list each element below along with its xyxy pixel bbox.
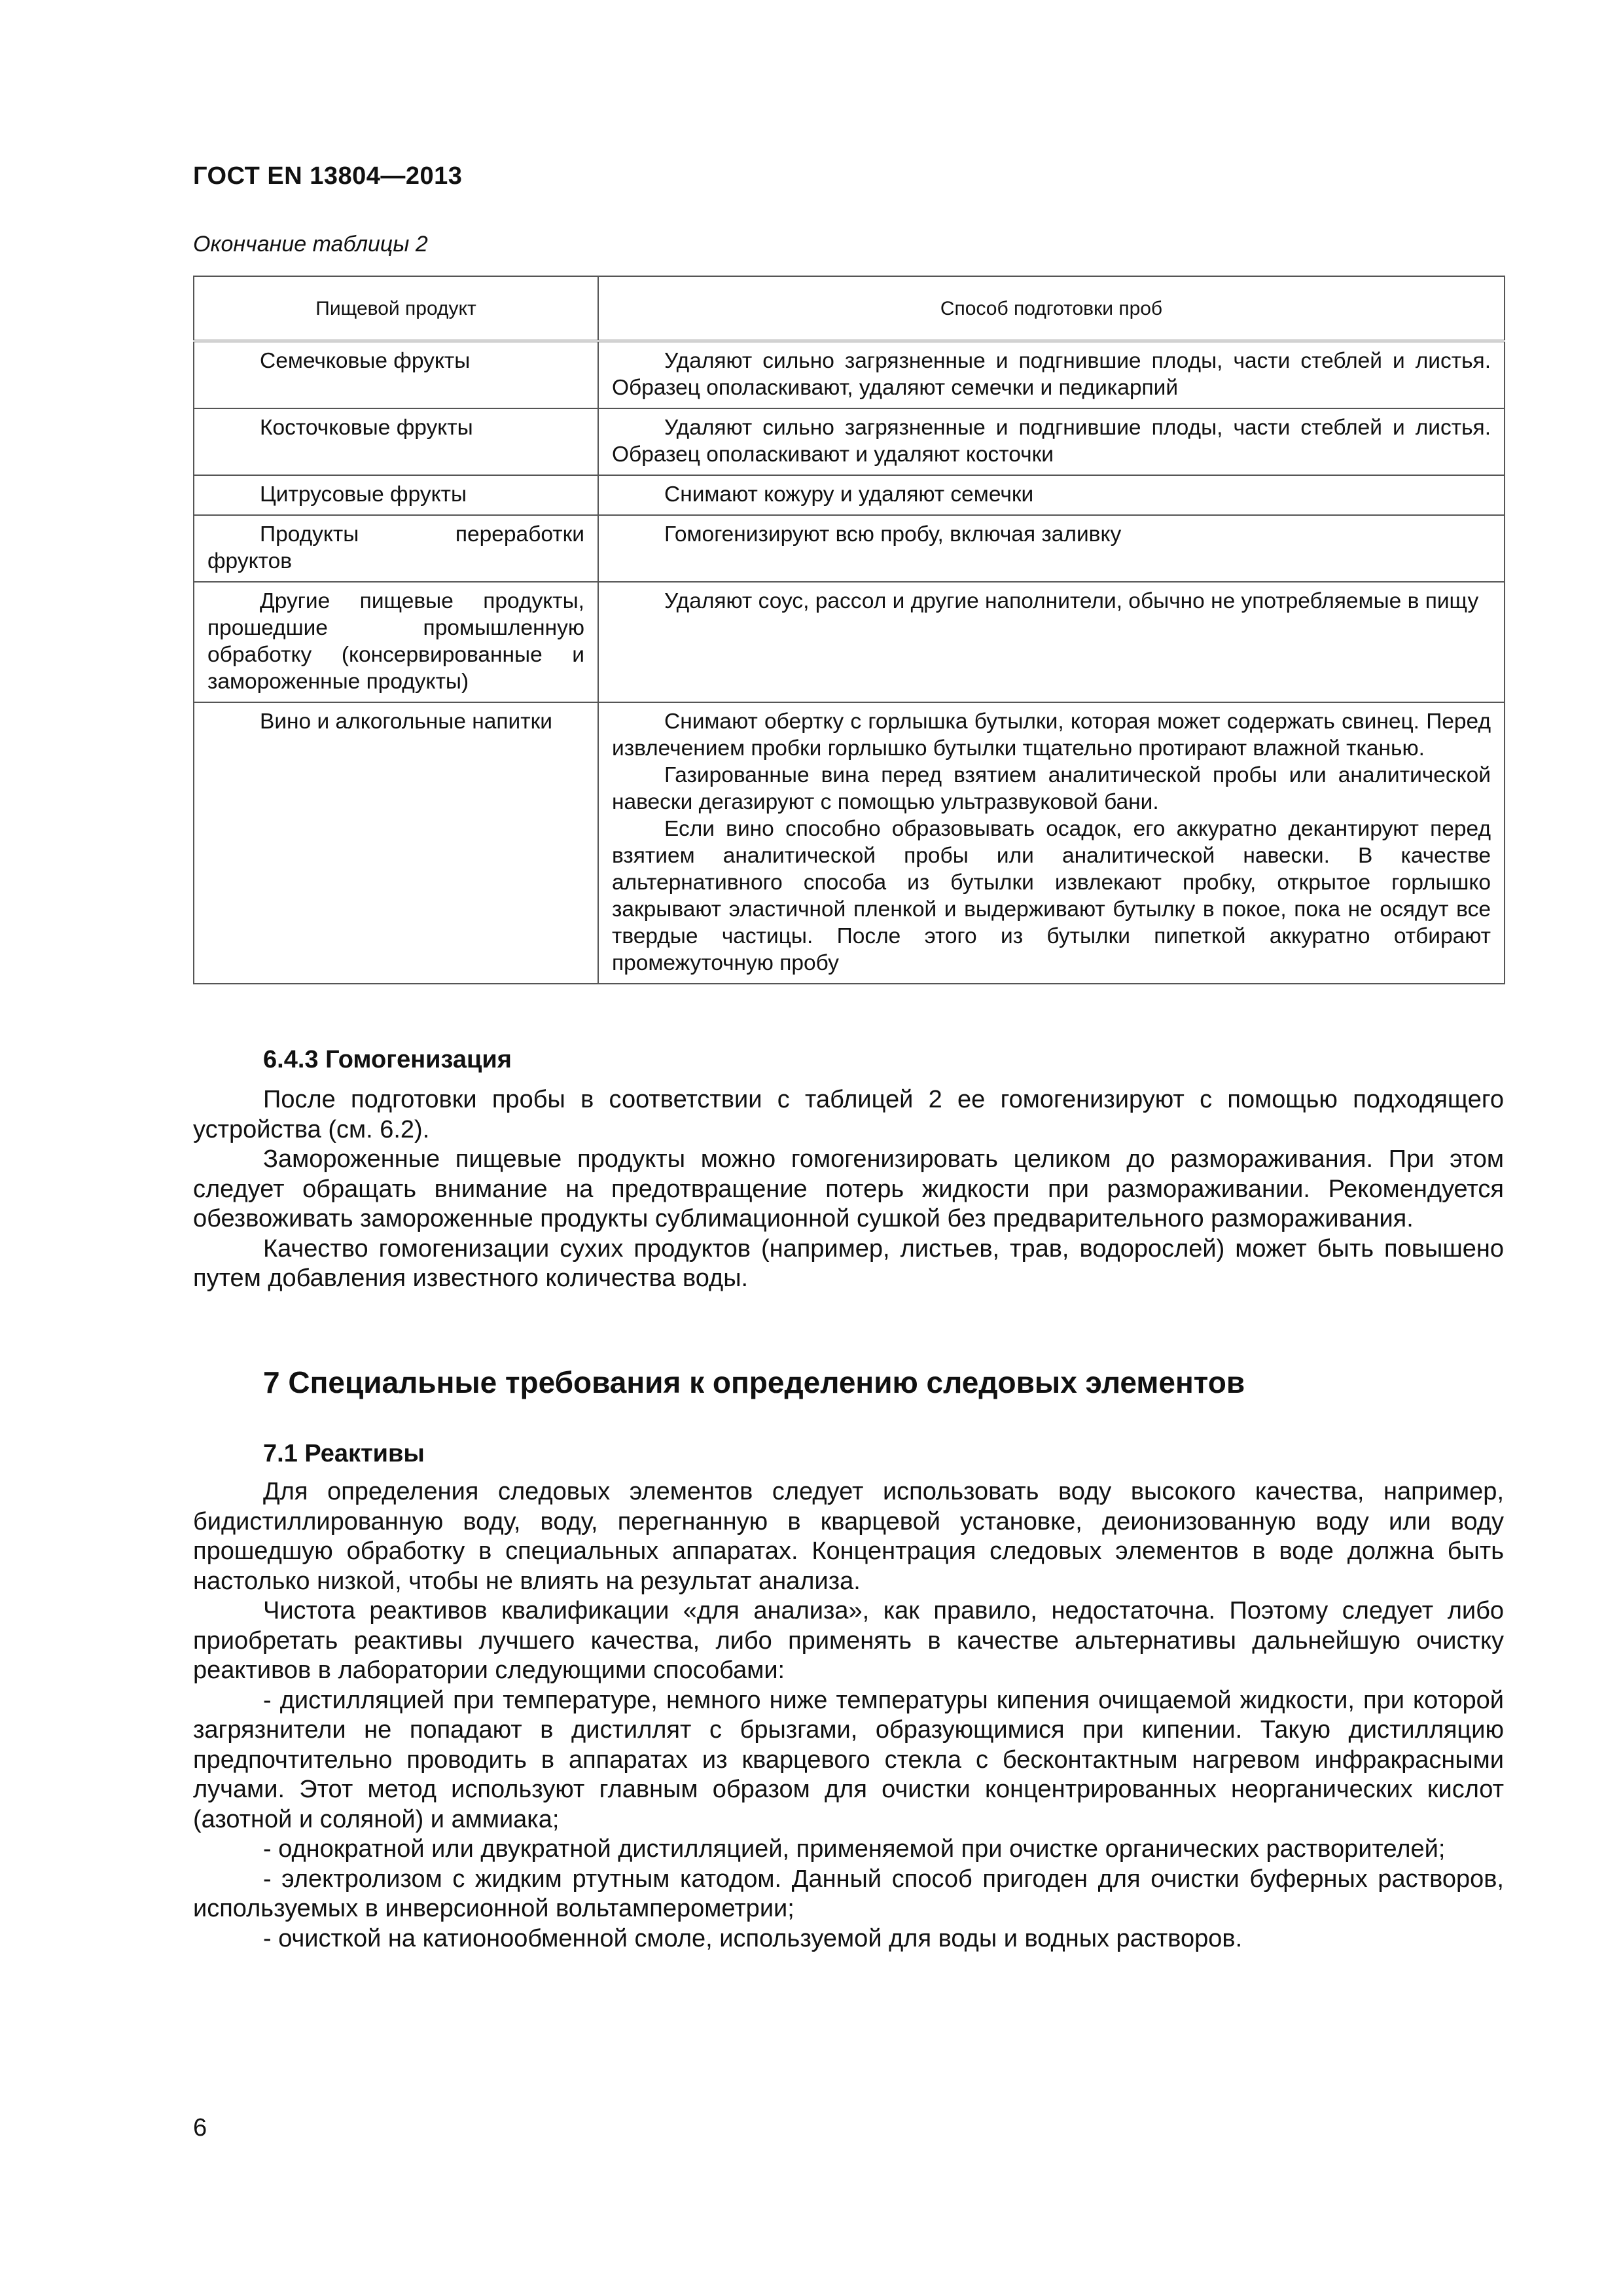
list-item: - очисткой на катионообменной смоле, используемой для воды и водных растворов.	[263, 1924, 1243, 1952]
method-cell	[598, 475, 1505, 515]
method-text: Если вино способно образовывать осадок, его аккуратно декантируют перед взятием аналитической пробы или аналитической навески. В качестве альтернативного способа из бутылки извлекают пробку, открытое горлышко закрывают эластичной пленкой и выдерживают бутылку в покое, пока не осядут все твердые частицы. После этого из бутылки пипеткой аккуратно отбирают промежуточную пробу	[612, 817, 1491, 975]
table-row	[194, 582, 1505, 702]
paragraph: Замороженные пищевые продукты можно гомогенизировать целиком до размораживания. При этом следует обращать внимание на предотвращение потерь жидкости при размораживании. Рекомендуется обезвоживать замороженные продукты сублимационной сушкой без предварительного размораживания.	[193, 1145, 1504, 1232]
product-name: Семечковые фрукты	[260, 349, 471, 373]
list-item: - электролизом с жидким ртутным катодом. Данный способ пригоден для очистки буферных растворов, используемых в инверсионной вольтамперометрии;	[193, 1865, 1504, 1922]
product-name: Другие пищевые продукты, прошедшие промышленную обработку (консервированные и замороженные продукты)	[207, 589, 584, 694]
list-item: - дистилляцией при температуре, немного ниже температуры кипения очищаемой жидкости, при которой загрязнители не попадают в дистиллят с брызгами, образующимися при кипении. Такую дистилляцию предпочтительно проводить в аппаратах из кварцевого стекла с бесконтактным нагревом инфракрасными лучами. Этот метод используют главным образом для очистки концентрированных неорганических кислот (азотной и соляной) и аммиака;	[193, 1686, 1504, 1833]
method-text: Удаляют сильно загрязненные и подгнившие плоды, части стеблей и листья. Образец ополаскивают и удаляют косточки	[612, 416, 1491, 467]
method-text: Газированные вина перед взятием аналитической пробы или аналитической навески дегазируют с помощью ультразвуковой бани.	[612, 763, 1491, 814]
product-cell	[194, 408, 598, 475]
table-row	[194, 341, 1505, 408]
method-text: Удаляют соус, рассол и другие наполнители, обычно не употребляемые в пищу	[664, 589, 1479, 613]
section-heading-6-4-3: 6.4.3 Гомогенизация	[263, 1046, 512, 1073]
method-cell	[598, 582, 1505, 702]
product-name: Цитрусовые фрукты	[260, 482, 467, 507]
method-cell	[598, 341, 1505, 408]
product-cell	[194, 515, 598, 582]
section-heading-7-1: 7.1 Реактивы	[263, 1440, 425, 1467]
column-header-product: Пищевой продукт	[194, 276, 598, 341]
method-text: Снимают обертку с горлышка бутылки, которая может содержать свинец. Перед извлечением пробки горлышко бутылки тщательно протирают влажной тканью.	[612, 709, 1491, 761]
paragraph: Для определения следовых элементов следует использовать воду высокого качества, например, бидистиллированную воду, воду, перегнанную в кварцевой установке, деионизованную воду или воду прошедшую обработку в специальных аппаратах. Концентрация следовых элементов в воде должна быть настолько низкой, чтобы не влиять на результат анализа.	[193, 1478, 1504, 1595]
table-row	[194, 515, 1505, 582]
method-text: Снимают кожуру и удаляют семечки	[664, 482, 1034, 507]
product-name: Вино и алкогольные напитки	[260, 709, 552, 734]
list-item: - однократной или двукратной дистилляцией, применяемой при очистке органических растворителей;	[263, 1835, 1446, 1863]
product-name: Продукты переработки фруктов	[207, 522, 584, 573]
paragraph: Чистота реактивов квалификации «для анализа», как правило, недостаточна. Поэтому следует либо приобретать реактивы лучшего качества, либо применять в качестве альтернативы дальнейшую очистку реактивов в лаборатории следующими способами:	[193, 1597, 1504, 1684]
table-row	[194, 475, 1505, 515]
product-cell	[194, 475, 598, 515]
sample-preparation-table	[193, 276, 1505, 984]
method-text: Удаляют сильно загрязненные и подгнившие плоды, части стеблей и листья. Образец ополаскивают, удаляют семечки и педикарпий	[612, 349, 1491, 400]
table-caption: Окончание таблицы 2	[193, 232, 428, 257]
table-row	[194, 408, 1505, 475]
method-cell	[598, 408, 1505, 475]
table-header-row	[194, 276, 1505, 341]
product-cell	[194, 582, 598, 702]
document-header: ГОСТ EN 13804—2013	[193, 162, 463, 190]
product-cell	[194, 341, 598, 408]
method-text: Гомогенизируют всю пробу, включая заливку	[664, 522, 1122, 547]
section-7-1-body	[193, 1477, 1504, 1954]
paragraph: После подготовки пробы в соответствии с таблицей 2 ее гомогенизируют с помощью подходящего устройства (см. 6.2).	[193, 1086, 1504, 1143]
section-heading-7: 7 Специальные требования к определению следовых элементов	[263, 1365, 1245, 1399]
table-row	[194, 702, 1505, 984]
product-name: Косточковые фрукты	[260, 416, 473, 440]
method-cell	[598, 702, 1505, 984]
page-number: 6	[193, 2114, 207, 2142]
column-header-method: Способ подготовки проб	[598, 276, 1505, 341]
section-6-4-3-body	[193, 1085, 1504, 1294]
product-cell	[194, 702, 598, 984]
method-cell	[598, 515, 1505, 582]
paragraph: Качество гомогенизации сухих продуктов (например, листьев, трав, водорослей) может быть повышено путем добавления известного количества воды.	[193, 1234, 1504, 1292]
